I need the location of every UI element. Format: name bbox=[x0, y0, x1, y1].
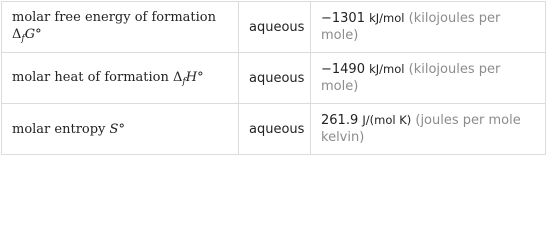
property-label-cell bbox=[2, 53, 239, 104]
table-row bbox=[2, 104, 546, 155]
symbol-subscript: f bbox=[21, 34, 25, 44]
table-row bbox=[2, 53, 546, 104]
value-unit: kJ/mol bbox=[369, 11, 405, 25]
unit-description: (kilojoules per mole) bbox=[321, 11, 501, 43]
property-name: molar entropy bbox=[12, 121, 106, 137]
property-symbol bbox=[12, 27, 42, 42]
value-number: −1490 bbox=[321, 62, 365, 77]
symbol-degree: ° bbox=[35, 27, 42, 42]
value-unit: J/(mol K) bbox=[362, 113, 412, 127]
value-unit: kJ/mol bbox=[369, 62, 405, 76]
unit-description: (joules per mole kelvin) bbox=[321, 113, 521, 145]
properties-table bbox=[1, 1, 546, 155]
symbol-subscript: f bbox=[182, 76, 186, 87]
property-symbol bbox=[110, 122, 125, 137]
property-label-cell bbox=[2, 2, 239, 53]
symbol-degree: ° bbox=[118, 121, 125, 137]
state-cell: aqueous bbox=[239, 104, 311, 155]
state-cell: aqueous bbox=[239, 53, 311, 104]
table-row bbox=[2, 2, 546, 53]
state-cell: aqueous bbox=[239, 2, 311, 53]
property-label-cell bbox=[2, 104, 239, 155]
property-symbol bbox=[173, 70, 204, 85]
value-number: 261.9 bbox=[321, 113, 359, 128]
symbol-degree: ° bbox=[197, 69, 204, 85]
property-name: molar heat of formation bbox=[12, 69, 169, 85]
value-cell bbox=[311, 53, 546, 104]
symbol-prefix: Δ bbox=[173, 69, 183, 85]
symbol-prefix: Δ bbox=[12, 27, 22, 42]
value-number: −1301 bbox=[321, 11, 365, 26]
value-cell bbox=[311, 104, 546, 155]
symbol-main: H bbox=[185, 69, 198, 85]
value-cell bbox=[311, 2, 546, 53]
property-name: molar free energy of formation bbox=[12, 10, 217, 25]
symbol-main: S bbox=[109, 121, 119, 137]
symbol-main: G bbox=[24, 27, 36, 42]
unit-description: (kilojoules per mole) bbox=[321, 62, 501, 94]
